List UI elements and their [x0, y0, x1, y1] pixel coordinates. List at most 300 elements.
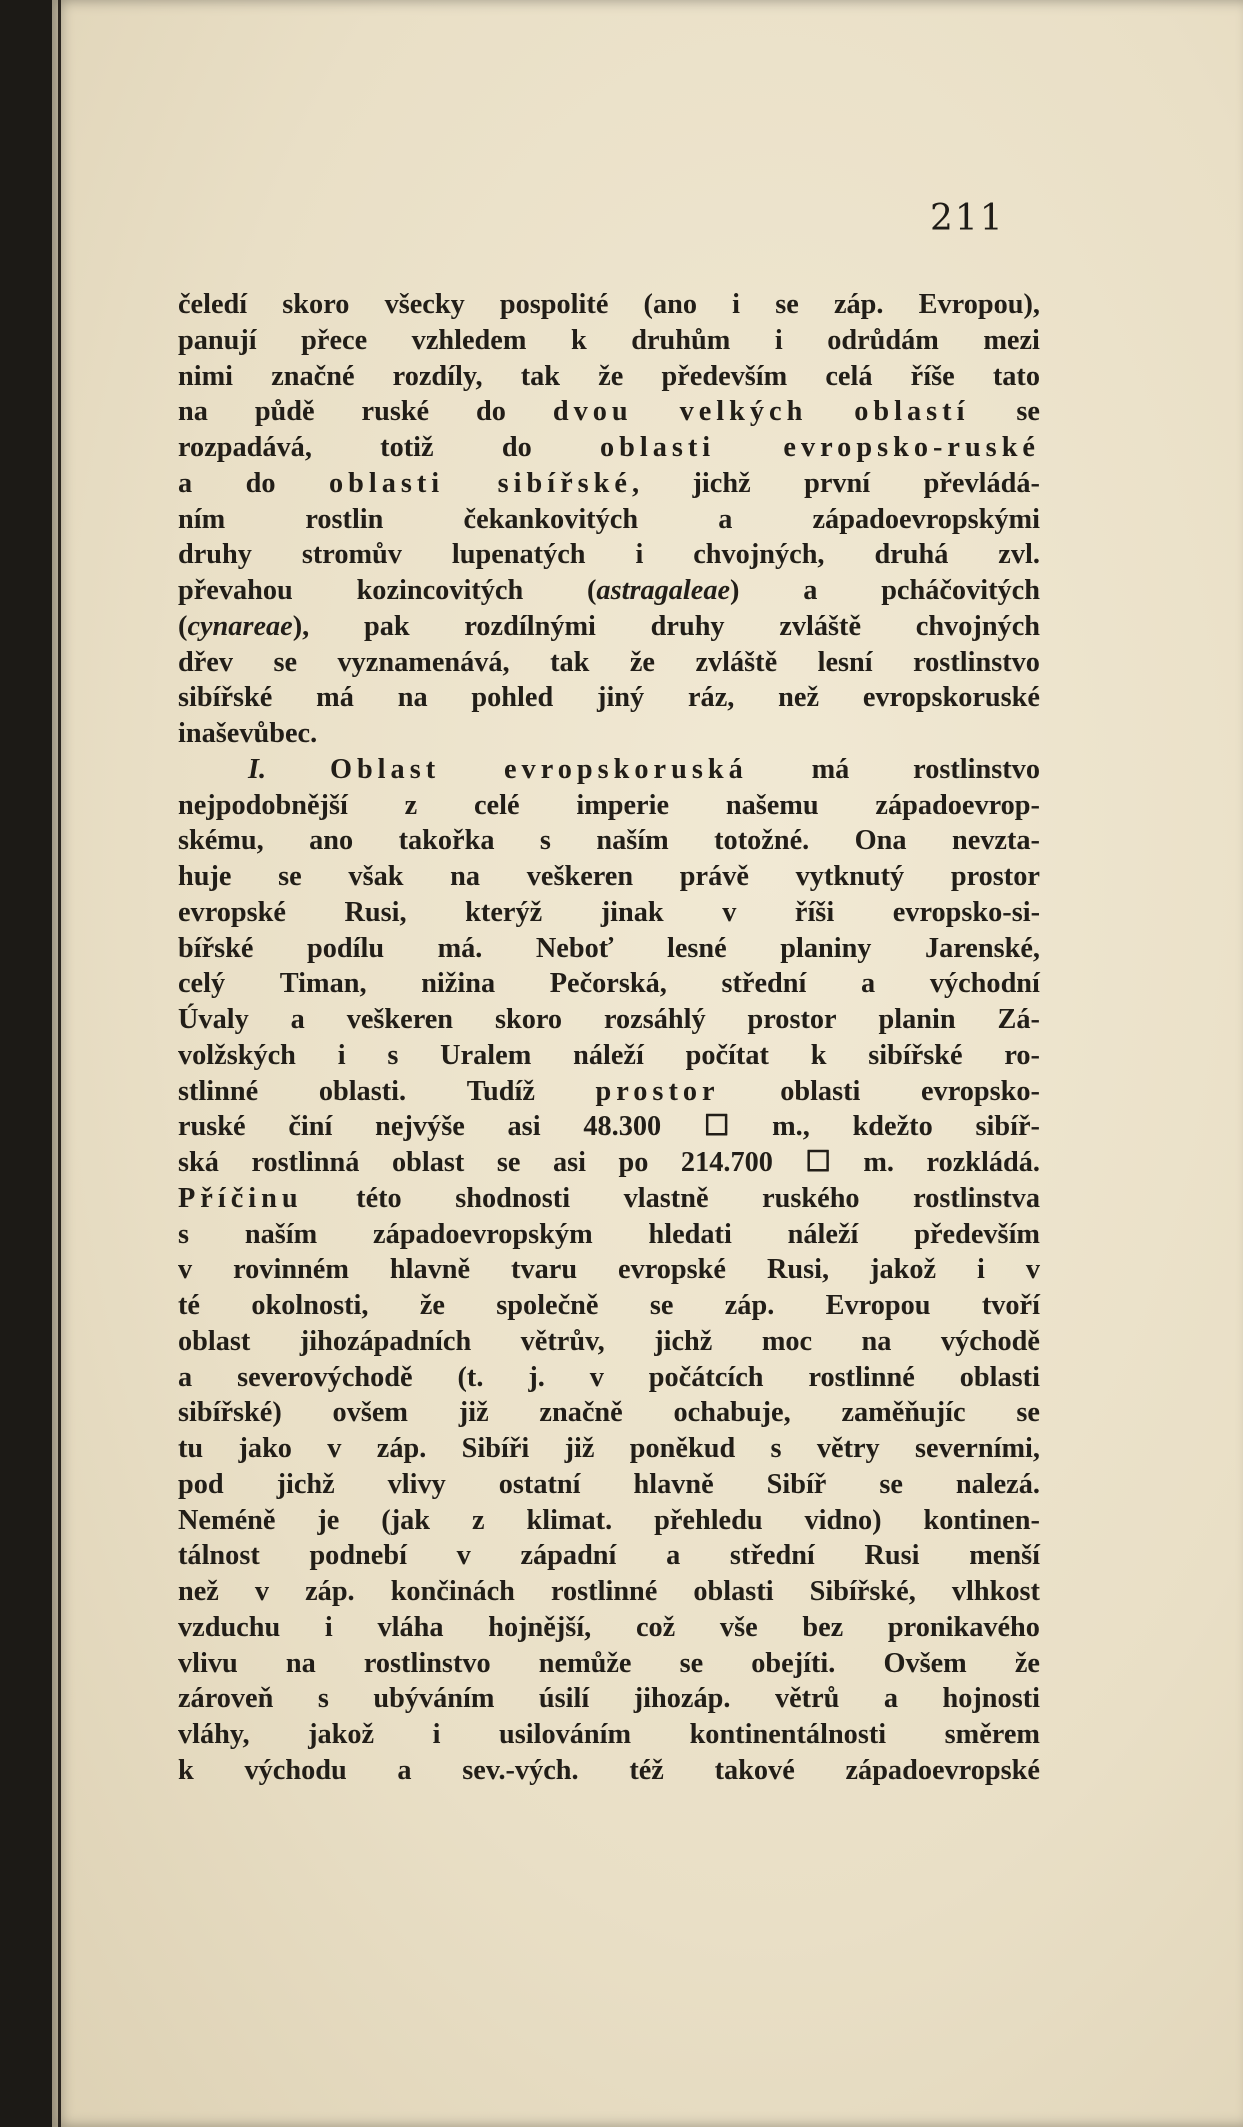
word: říše	[910, 360, 955, 392]
word: zvl.	[998, 539, 1040, 571]
text-line	[178, 537, 1040, 573]
word: hojnější,	[488, 1611, 592, 1643]
word: tvoří	[981, 1290, 1040, 1321]
word: Úvaly	[178, 1004, 249, 1035]
word: rozpadává,	[178, 432, 312, 463]
word: nejpodobnější	[178, 789, 348, 821]
text-line	[178, 1038, 1040, 1074]
word: všecky	[384, 289, 465, 320]
word: se	[278, 861, 302, 892]
word: Pečorská,	[549, 968, 667, 1000]
word: střední	[721, 968, 807, 1000]
word: tálnost	[178, 1540, 260, 1572]
text-line	[178, 1181, 1040, 1217]
word: rostlinstvo	[363, 1647, 491, 1679]
word: Evropou),	[918, 289, 1040, 320]
word: s	[539, 825, 551, 857]
word: směrem	[944, 1719, 1040, 1750]
word: rozdíly,	[392, 360, 483, 392]
word: i	[977, 1254, 985, 1286]
word: skoro	[282, 289, 350, 320]
word: ráz,	[688, 682, 735, 714]
text-line	[178, 1646, 1040, 1682]
word: přehledu	[654, 1504, 763, 1536]
word: vzhledem	[411, 324, 527, 356]
word: větrů	[774, 1683, 840, 1715]
word: záp.	[724, 1290, 775, 1321]
word: tak	[550, 646, 590, 678]
word: stromův	[301, 539, 402, 571]
word: rostlinné	[550, 1576, 658, 1607]
word: rozkládá.	[926, 1147, 1040, 1178]
text-line	[178, 1074, 1040, 1110]
word: v	[589, 1361, 604, 1393]
word: sibíř-	[975, 1111, 1040, 1143]
word: Evropou	[825, 1290, 931, 1321]
word: se	[1016, 1397, 1040, 1429]
word: oblasti.	[318, 1075, 407, 1107]
text-line	[178, 823, 1040, 859]
word: sev.-vých.	[462, 1754, 579, 1786]
word: celé	[473, 789, 520, 821]
word: oblasti	[693, 1576, 774, 1607]
text-line	[178, 1717, 1040, 1753]
word: druhá	[874, 539, 949, 571]
text-line	[178, 1360, 1040, 1396]
word: do	[245, 467, 276, 499]
word: evropsko-	[921, 1075, 1040, 1107]
word: jichž	[654, 1325, 713, 1357]
word: ostatní	[498, 1468, 581, 1500]
word: se	[879, 1468, 903, 1500]
word: rozdílnými	[464, 610, 596, 642]
word: Příčinu	[178, 1182, 303, 1214]
word: pod	[178, 1468, 224, 1500]
word: sibířské)	[178, 1397, 282, 1429]
word: oblastí	[854, 396, 970, 428]
word: Jarenské,	[924, 932, 1040, 964]
text-line	[178, 1610, 1040, 1646]
word: vlastně	[623, 1182, 709, 1214]
word: podnebí	[309, 1540, 407, 1572]
word: evropskoruské	[862, 682, 1040, 714]
word: oblast	[178, 1325, 251, 1357]
word: a	[290, 1004, 305, 1035]
word: zvláště	[779, 610, 862, 642]
word: právě	[679, 861, 749, 892]
word: na	[178, 396, 208, 428]
word: úsilí	[538, 1683, 590, 1715]
word: k	[178, 1754, 194, 1786]
word: ruské	[178, 1111, 246, 1143]
text-line	[178, 394, 1040, 430]
word: západoevrop-	[875, 789, 1040, 821]
body-text	[178, 287, 1040, 1789]
word: Tudíž	[466, 1075, 535, 1107]
word: (astragaleae)	[586, 575, 740, 606]
word: s	[317, 1683, 329, 1715]
word: že	[598, 360, 624, 392]
word: půdě	[254, 396, 315, 428]
word: se	[273, 646, 298, 678]
word: vlhkost	[951, 1576, 1040, 1607]
word: jichž	[692, 467, 751, 499]
word: na	[285, 1647, 316, 1679]
word: jichž	[276, 1468, 335, 1500]
word: skému,	[178, 825, 264, 857]
word: k	[570, 324, 587, 356]
word: veškeren	[526, 861, 634, 892]
text-line	[178, 502, 1040, 538]
word: čeledí	[178, 289, 248, 320]
word: což	[635, 1611, 676, 1643]
word: naše	[185, 718, 240, 749]
text-line	[178, 1252, 1040, 1288]
word: střední	[729, 1540, 815, 1572]
word: j.	[528, 1361, 545, 1393]
word: i	[324, 1611, 333, 1643]
word: vláhy,	[178, 1719, 250, 1750]
text-line	[178, 1145, 1040, 1181]
word: též	[629, 1754, 664, 1786]
word: Neméně	[178, 1504, 276, 1536]
word: se	[649, 1290, 674, 1321]
word: záp.	[305, 1576, 355, 1607]
word: rostlinná	[251, 1147, 360, 1178]
text-line	[178, 323, 1040, 359]
word: říši	[794, 896, 835, 928]
word: na	[861, 1325, 892, 1357]
word: i	[178, 718, 186, 749]
word: tvaru	[511, 1254, 578, 1286]
word: rostlinstva	[913, 1182, 1040, 1214]
word: hlavně	[389, 1254, 471, 1286]
text-line	[178, 788, 1040, 824]
word: nalezá.	[955, 1468, 1040, 1500]
word: skoro	[494, 1004, 563, 1035]
text-line	[178, 1002, 1040, 1038]
word: značně	[539, 1397, 623, 1429]
word: ruské	[361, 396, 430, 428]
word: náleží	[787, 1218, 859, 1250]
word: bířské	[178, 932, 254, 964]
word: počátcích	[648, 1361, 764, 1393]
word: a	[178, 1361, 193, 1393]
word: druhy	[178, 539, 252, 571]
word: ☐	[703, 1111, 730, 1143]
word: než	[778, 682, 820, 714]
word: (jak	[381, 1504, 431, 1536]
word: sibířské	[868, 1039, 963, 1071]
word: jinak	[600, 896, 664, 928]
word: pronikavého	[887, 1611, 1040, 1643]
word: záp.	[833, 289, 884, 320]
word: počítat	[685, 1039, 769, 1071]
word: druhy	[650, 610, 725, 642]
word: panují	[178, 324, 257, 356]
word: západoevropským	[373, 1218, 593, 1250]
word: s	[387, 1039, 399, 1071]
word: vše	[719, 1611, 758, 1643]
word: přece	[301, 324, 368, 356]
word: chvojných	[915, 610, 1040, 642]
word: v	[722, 896, 737, 928]
word: Ovšem	[883, 1647, 967, 1679]
word: náleží	[573, 1039, 644, 1071]
word: pcháčovitých	[881, 575, 1040, 606]
word: sibířské,	[497, 467, 640, 499]
word: a	[883, 1683, 899, 1715]
word: i	[337, 1039, 346, 1071]
word: se	[496, 1147, 521, 1178]
word: v	[456, 1540, 471, 1572]
word: naším	[244, 1218, 318, 1250]
word: jakož	[870, 1254, 937, 1286]
word: hlavně	[633, 1468, 714, 1500]
word: čekankovitých	[463, 503, 639, 535]
word: stlinné	[178, 1075, 259, 1107]
word: již	[458, 1397, 489, 1429]
word: ochabuje,	[673, 1397, 791, 1429]
word: Uralem	[440, 1039, 532, 1071]
word: Ona	[854, 825, 907, 857]
word: ano	[309, 825, 354, 857]
word: vzduchu	[178, 1611, 281, 1643]
word: vlivy	[387, 1468, 446, 1500]
word: nižina	[421, 968, 496, 1000]
word: planin	[878, 1004, 956, 1035]
word: s	[178, 1218, 190, 1250]
word: asi	[507, 1111, 541, 1143]
word: hojnosti	[942, 1683, 1040, 1715]
word: je	[317, 1504, 340, 1536]
word: rostlinné	[808, 1361, 915, 1393]
word: m.	[863, 1147, 894, 1178]
text-line	[178, 931, 1040, 967]
text-line	[178, 1467, 1040, 1503]
word: pospolité	[499, 289, 609, 320]
word: rostlin	[305, 503, 384, 535]
word: jihozáp.	[633, 1683, 731, 1715]
word: s	[770, 1433, 782, 1464]
word: takořka	[398, 825, 495, 857]
word: že	[1014, 1647, 1040, 1679]
word: jihozápadních	[299, 1325, 472, 1357]
word: totožné.	[714, 825, 810, 857]
word: v	[327, 1433, 342, 1464]
word: v	[254, 1576, 270, 1607]
word: pak	[363, 610, 410, 642]
word: rovinném	[233, 1254, 349, 1286]
word: oblast	[391, 1147, 465, 1178]
word: lesní	[817, 646, 873, 678]
word: podílu	[306, 932, 385, 964]
word: (cynareae),	[178, 610, 310, 642]
text-line	[178, 1574, 1040, 1610]
text-line	[178, 1288, 1040, 1324]
word: vyznamenává,	[337, 646, 510, 678]
word: převládá-	[923, 467, 1040, 499]
word: bez	[802, 1611, 844, 1643]
word: odrůdám	[827, 324, 939, 356]
word: vytknutý	[795, 861, 905, 892]
word: poněkud	[629, 1433, 736, 1464]
word: záp.	[376, 1433, 427, 1464]
word: kontinentálnosti	[689, 1719, 887, 1750]
word: jako	[238, 1433, 292, 1464]
word: z	[404, 789, 418, 821]
word: vidno)	[804, 1504, 882, 1536]
word: lesné	[666, 932, 727, 964]
word: že	[419, 1290, 445, 1321]
text-line	[178, 1753, 1040, 1789]
word: končinách	[390, 1576, 515, 1607]
word: I.	[248, 753, 267, 785]
text-line	[178, 680, 1040, 716]
word: naším	[596, 825, 669, 857]
word: Sibíř	[766, 1468, 827, 1500]
word: sibířské	[178, 682, 273, 714]
word: kontinen-	[923, 1504, 1040, 1536]
word: prostor	[950, 861, 1040, 892]
word: se	[1016, 396, 1040, 428]
word: oblasti	[959, 1361, 1040, 1393]
word: rostlinstvo	[913, 646, 1040, 678]
word: i	[774, 324, 783, 356]
word: nemůže	[538, 1647, 632, 1679]
word: než	[178, 1576, 219, 1607]
word: evropsko-ruské	[783, 432, 1040, 463]
word: že	[629, 646, 655, 678]
word: západní	[520, 1540, 617, 1572]
text-line	[178, 573, 1040, 609]
word: evropsko-si-	[892, 896, 1040, 928]
word: má	[316, 682, 354, 714]
word: ská	[178, 1147, 219, 1178]
word: západoevropské	[845, 1754, 1040, 1786]
word: usilováním	[498, 1719, 632, 1750]
word: velkých	[679, 396, 808, 428]
text-line	[178, 609, 1040, 645]
text-line	[178, 859, 1040, 895]
word: prostor	[747, 1004, 837, 1035]
word: ruského	[762, 1182, 860, 1214]
word: prostor	[595, 1075, 720, 1107]
word: do	[476, 396, 506, 428]
word: tu	[178, 1433, 204, 1464]
text-line	[178, 287, 1040, 323]
text-line	[178, 1217, 1040, 1253]
word: menší	[969, 1540, 1040, 1572]
word: kterýž	[465, 896, 543, 928]
word: celý	[178, 968, 226, 1000]
word: ubýváním	[373, 1683, 495, 1715]
word: po	[618, 1147, 649, 1178]
text-line	[178, 966, 1040, 1002]
word: kdežto	[852, 1111, 933, 1143]
word: té	[178, 1290, 200, 1321]
word: ro-	[1004, 1039, 1040, 1071]
word: v	[1025, 1254, 1040, 1286]
text-line	[178, 359, 1040, 395]
word: mezi	[983, 324, 1040, 356]
word: této	[356, 1182, 402, 1214]
text-line	[178, 1109, 1040, 1145]
text-line	[178, 1503, 1040, 1539]
word: vláha	[377, 1611, 444, 1643]
word: jakož	[308, 1719, 375, 1750]
word: tak	[520, 360, 561, 392]
word: evropské	[178, 896, 286, 928]
word: a	[718, 503, 733, 535]
page-gutter	[58, 0, 61, 2127]
text-line	[178, 1324, 1040, 1360]
word: klimat.	[526, 1504, 613, 1536]
word: druhům	[631, 324, 731, 356]
word: dřev	[178, 646, 234, 678]
word: evropskoruská	[503, 753, 748, 785]
text-line	[178, 430, 1040, 466]
word: ovšem	[332, 1397, 408, 1429]
word: obejíti.	[751, 1647, 836, 1679]
word: (ano	[643, 289, 698, 320]
word: Timan,	[279, 968, 367, 1000]
word: moc	[761, 1325, 813, 1357]
word: ním	[178, 503, 226, 535]
word: značné	[271, 360, 355, 392]
word: ☐	[805, 1147, 831, 1178]
word: veškeren	[346, 1004, 454, 1035]
word: našemu	[725, 789, 819, 821]
word: okolnosti,	[251, 1290, 369, 1321]
word: celá	[825, 360, 873, 392]
word: asi	[552, 1147, 586, 1178]
word: evropské	[618, 1254, 726, 1286]
word: oblasti	[780, 1075, 861, 1107]
word: se	[679, 1647, 704, 1679]
word: vůbec.	[239, 718, 318, 749]
word: severovýchodě	[237, 1361, 413, 1393]
page-number: 211	[930, 198, 1005, 239]
word: především	[661, 360, 788, 392]
word: chvojných,	[693, 539, 825, 571]
word: oblasti	[599, 432, 716, 463]
word: nevzta-	[951, 825, 1040, 857]
text-line	[178, 1538, 1040, 1574]
word: imperie	[576, 789, 670, 821]
word: a	[861, 968, 876, 1000]
word: totiž	[380, 432, 434, 463]
text-line	[178, 895, 1040, 931]
word: rostlinstvo	[913, 753, 1040, 785]
word: hledati	[648, 1218, 732, 1250]
word: má.	[437, 932, 483, 964]
word: pohled	[471, 682, 554, 714]
word: však	[348, 861, 404, 892]
text-line	[178, 1431, 1040, 1467]
word: a	[803, 575, 818, 606]
word: v	[178, 1254, 193, 1286]
word: jiný	[597, 682, 645, 714]
word: tato	[992, 360, 1040, 392]
word: oblasti	[328, 467, 445, 499]
word: dvou	[552, 396, 633, 428]
word: (t.	[457, 1361, 484, 1393]
word: a	[397, 1754, 412, 1786]
word: a	[178, 467, 193, 499]
word: i	[432, 1719, 441, 1750]
word: i	[732, 289, 741, 320]
